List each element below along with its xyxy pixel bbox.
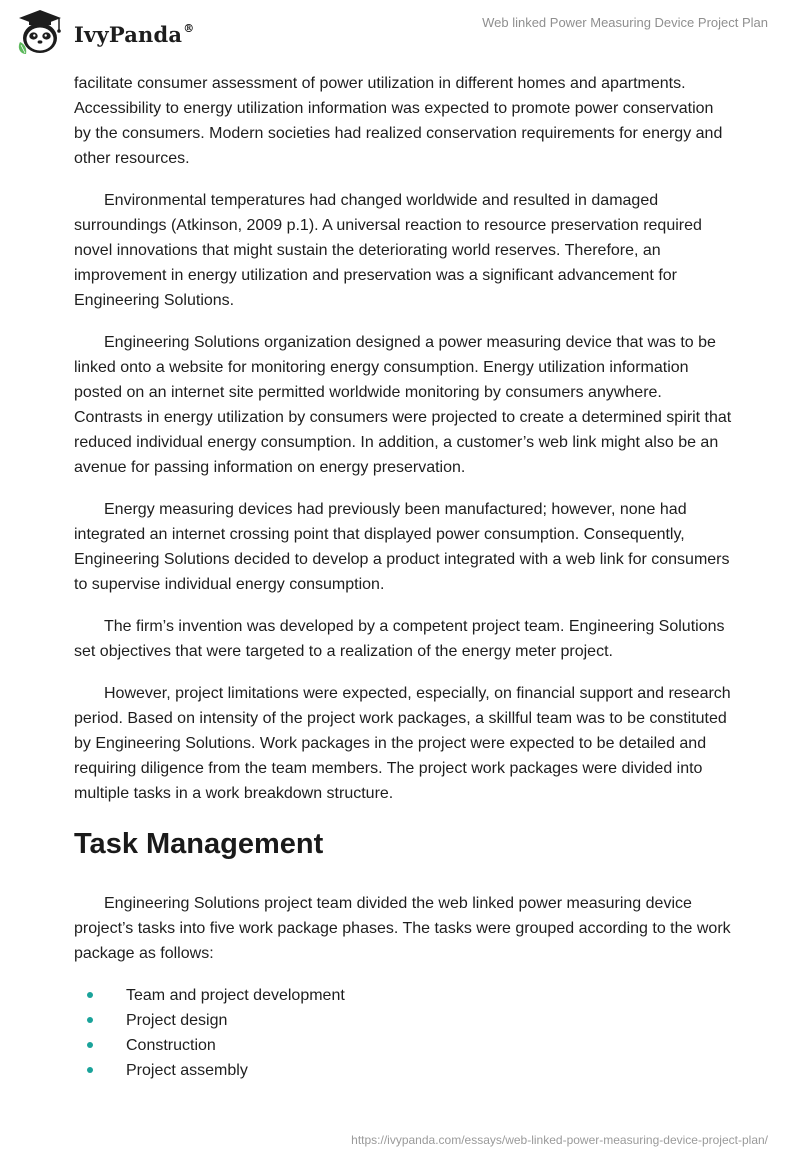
paragraph: Energy measuring devices had previously been manufactured; however, none had integrated an internet crossing point that displayed power consumption. Consequently, Engineering Solutions decided to develop a product integrated with a web link for consumers to supervise individual energy consumption.	[74, 501, 730, 593]
paragraph: Engineering Solutions organization designed a power measuring device that was to be linked onto a website for monitoring energy consumption. Energy utilization information posted on an internet site permitted worldwide monitoring by consumers anywhere. Contrasts in energy utilization by consumers were projected to create a determined spirit that reduced individual energy consumption. In addition, a customer’s web link might also be an avenue for passing information on energy preservation.	[74, 334, 732, 476]
bullet-icon	[87, 1017, 93, 1023]
brand-name	[74, 22, 194, 47]
bullet-icon	[87, 992, 93, 998]
paragraph-continued: facilitate consumer assessment of power utilization in different homes and apartments. Accessibility to energy utilization information was expected to promote power conservation by the consumers. Modern societies had realized conservation requirements for energy and other resources.	[74, 75, 723, 167]
section-heading: Task Management	[74, 828, 324, 860]
source-url[interactable]: https://ivypanda.com/essays/web-linked-power-measuring-device-project-plan/	[351, 1133, 768, 1147]
list-item-text: Team and project development	[126, 987, 345, 1004]
list-item-text: Project assembly	[126, 1062, 248, 1079]
panda-mascot-icon	[14, 8, 66, 58]
section-intro: Engineering Solutions project team divided the web linked power measuring device project’s tasks into five work package phases. The tasks were grouped according to the work package as follows:	[74, 895, 731, 962]
list-item	[74, 983, 734, 1008]
ivypanda-logo[interactable]	[14, 8, 194, 58]
page-header	[0, 0, 800, 72]
article-body	[74, 71, 734, 1083]
registered-mark: ®	[183, 21, 195, 35]
paragraph: However, project limitations were expected, especially, on financial support and research period. Based on intensity of the project work packages, a skillful team was to be constituted by Engineering Solutions. Work packages in the project were expected to be detailed and requiring diligence from the team members. The project work packages were divided into multiple tasks in a work breakdown structure.	[74, 685, 731, 802]
brand-text: IvyPanda	[74, 21, 183, 47]
paragraph: The firm’s invention was developed by a competent project team. Engineering Solutions set objectives that were targeted to a realization of the energy meter project.	[74, 618, 725, 660]
bullet-icon	[87, 1042, 93, 1048]
paragraph: Environmental temperatures had changed worldwide and resulted in damaged surroundings (Atkinson, 2009 p.1). A universal reaction to resource preservation required novel innovations that might sustain the deteriorating world reserves. Therefore, an improvement in energy utilization and preservation was a significant advancement for Engineering Solutions.	[74, 192, 702, 309]
bullet-icon	[87, 1067, 93, 1073]
list-item-text: Construction	[126, 1037, 216, 1054]
list-item-text: Project design	[126, 1012, 228, 1029]
list-item	[74, 1058, 734, 1083]
document-title: Web linked Power Measuring Device Project Plan	[482, 15, 768, 30]
list-item	[74, 1033, 734, 1058]
list-item	[74, 1008, 734, 1033]
task-list	[74, 983, 734, 1083]
